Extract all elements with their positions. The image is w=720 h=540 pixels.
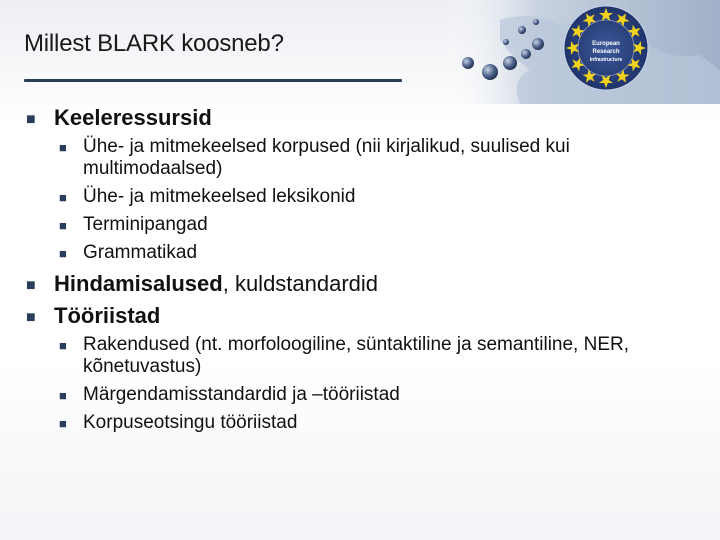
square-bullet-icon: ■ <box>59 246 67 261</box>
square-bullet-icon: ■ <box>26 111 36 128</box>
dot-4 <box>521 49 531 59</box>
sub-bullet-item <box>24 136 700 180</box>
logo-text-line3: Infrastructure <box>589 57 623 63</box>
sub-bullet-item <box>24 384 700 406</box>
sub-bullet-label: Märgendamisstandardid ja –tööriistad <box>83 384 400 405</box>
sub-bullet-item <box>24 242 700 264</box>
sub-bullet-item <box>24 334 700 378</box>
logo-ring-outer <box>564 6 648 90</box>
dot-5 <box>532 38 544 50</box>
dot-3 <box>503 56 517 70</box>
bullet-suffix: , kuldstandardid <box>222 271 379 296</box>
bullet-label: Keeleressursid <box>54 105 212 130</box>
sub-bullet-item <box>24 214 700 236</box>
square-bullet-icon: ■ <box>59 338 67 353</box>
square-bullet-icon: ■ <box>59 140 67 155</box>
sub-bullet-label: Terminipangad <box>83 214 208 235</box>
bullet-label: Hindamisalused <box>54 271 223 296</box>
square-bullet-icon: ■ <box>59 388 67 403</box>
square-bullet-icon: ■ <box>26 309 36 326</box>
sub-bullet-label: Ühe- ja mitmekeelsed leksikonid <box>83 186 356 207</box>
logo-text-line1: European <box>592 41 620 47</box>
bullet-item-hindamisalused <box>24 270 700 298</box>
sub-bullet-label: Rakendused (nt. morfoloogiline, süntaktiline ja semantiline, NER, kõnetuvastus) <box>83 334 629 377</box>
sub-bullet-label: Korpuseotsingu tööriistad <box>83 412 298 433</box>
sub-bullet-item <box>24 186 700 208</box>
dot-6 <box>518 26 526 34</box>
dot-7 <box>533 19 539 25</box>
title-rule <box>24 79 402 82</box>
slide-title: Millest BLARK koosneb? <box>24 30 284 57</box>
square-bullet-icon: ■ <box>59 416 67 431</box>
sub-bullet-item <box>24 412 700 434</box>
sub-bullet-label: Grammatikad <box>83 242 198 263</box>
header-banner <box>440 0 720 104</box>
dot-2 <box>482 64 498 80</box>
bullet-label: Tööriistad <box>54 303 161 328</box>
dot-8 <box>503 39 509 45</box>
square-bullet-icon: ■ <box>59 218 67 233</box>
logo-text-line2: Research <box>592 49 620 55</box>
dot-1 <box>462 57 474 69</box>
square-bullet-icon: ■ <box>59 190 67 205</box>
bullet-item-keeleressursid <box>24 104 700 132</box>
square-bullet-icon: ■ <box>26 277 36 294</box>
bullet-item-tooriistad <box>24 302 700 330</box>
sub-bullet-label: Ühe- ja mitmekeelsed korpused (nii kirjalikud, suulised kui multimodaalsed) <box>83 136 570 179</box>
bullet-list <box>24 100 700 440</box>
eu-logo <box>564 6 648 90</box>
